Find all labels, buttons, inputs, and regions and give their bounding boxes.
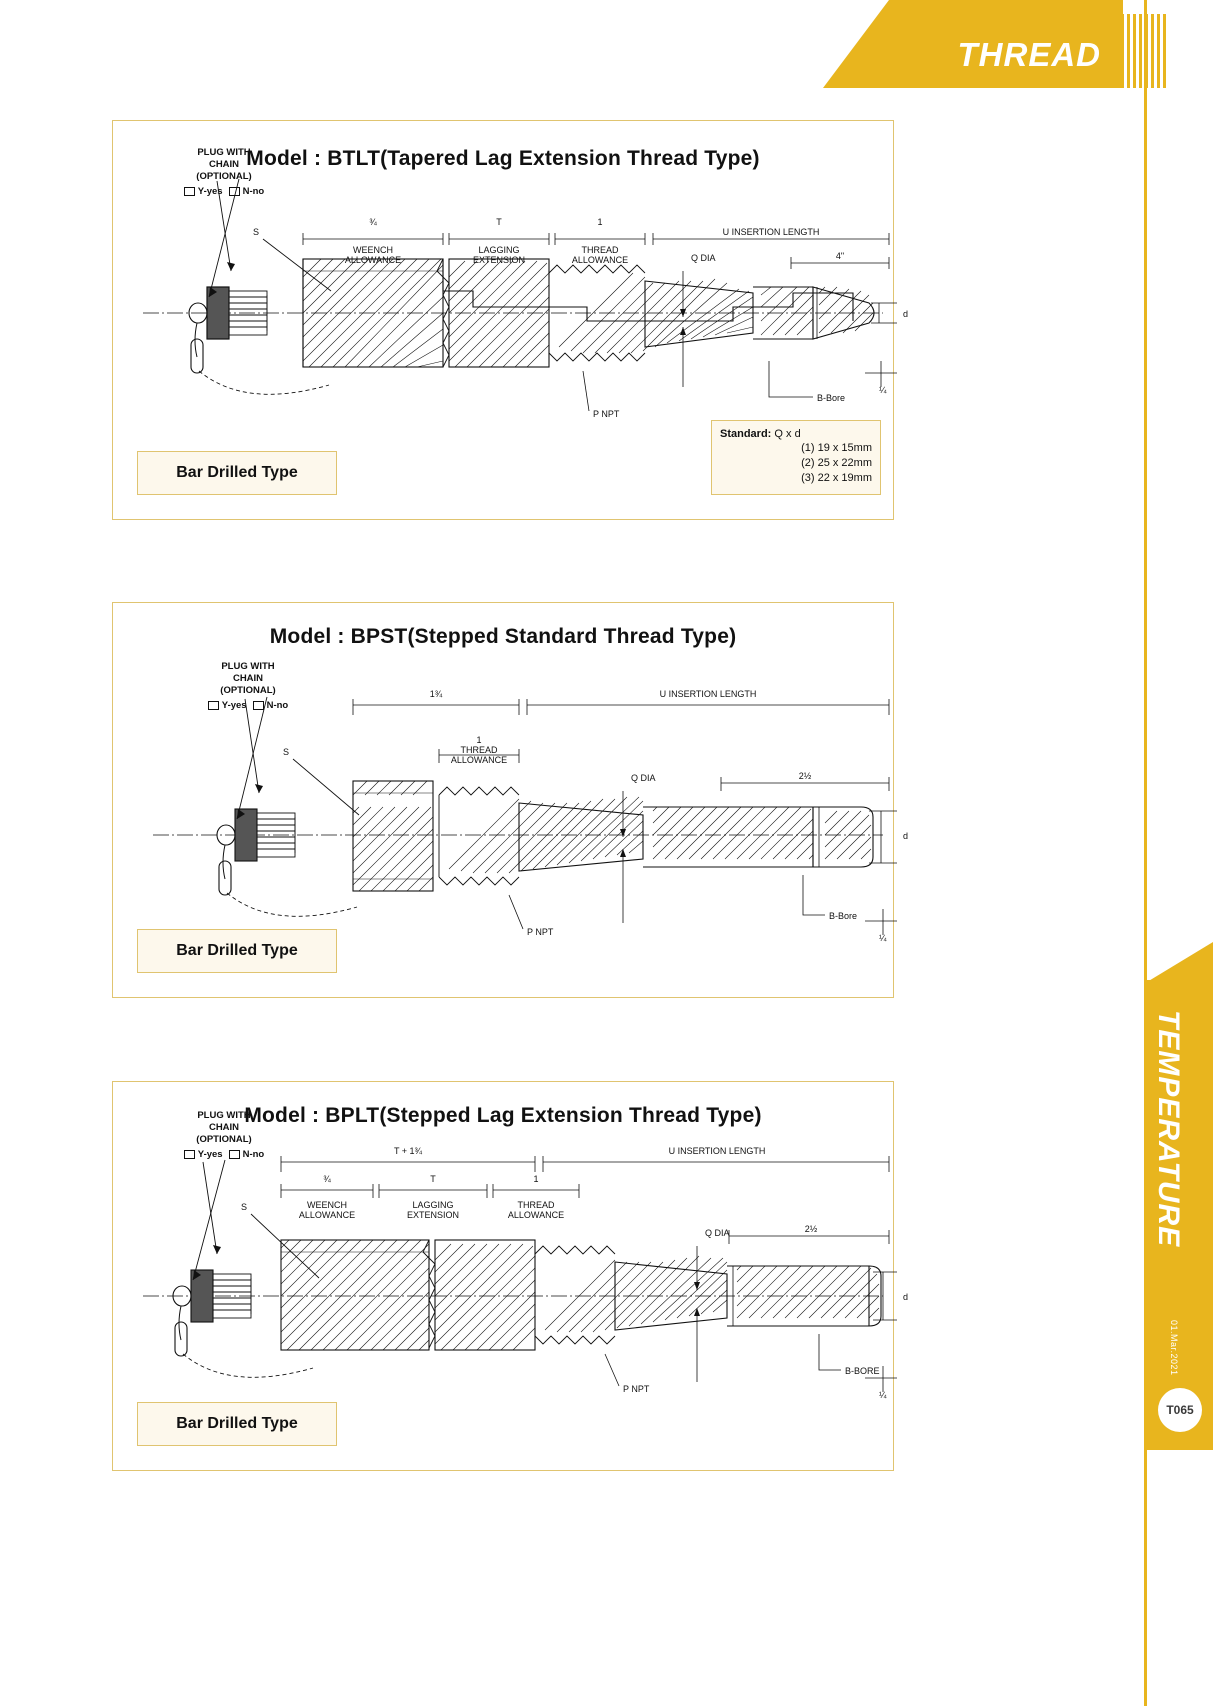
panel-title: Model : BPLT(Stepped Lag Extension Thread Type) bbox=[244, 1104, 762, 1127]
bar-drilled-type-box: Bar Drilled Type bbox=[137, 451, 337, 495]
dim-total-value: T + 1¾ bbox=[393, 1146, 423, 1156]
s-label: S bbox=[241, 1202, 248, 1212]
dim-insertion-length: U INSERTION LENGTH bbox=[659, 689, 757, 699]
plug-line-3: (OPTIONAL) bbox=[196, 1133, 252, 1145]
plug-line-3: (OPTIONAL) bbox=[220, 684, 276, 696]
bar-drilled-type-box: Bar Drilled Type bbox=[137, 929, 337, 973]
side-tab-label: TEMPERATURE bbox=[1152, 1010, 1185, 1248]
standard-box bbox=[711, 420, 881, 495]
panel-btlt bbox=[112, 120, 909, 520]
option-yes-label: Y-yes bbox=[221, 699, 247, 711]
dim-lag-line1: LAGGING bbox=[412, 1200, 454, 1210]
dim-lag-line2: EXTENSION bbox=[472, 255, 526, 265]
dim-wrench-line2: ALLOWANCE bbox=[344, 255, 402, 265]
p-npt-label: P NPT bbox=[527, 927, 554, 937]
standard-row-2: (2) 25 x 22mm bbox=[801, 457, 872, 470]
plug-line-2: CHAIN bbox=[208, 158, 240, 170]
dim-lag-line2: EXTENSION bbox=[406, 1210, 460, 1220]
q-dia-label: Q DIA bbox=[631, 773, 656, 783]
dim-total-value: 1¾ bbox=[429, 689, 443, 699]
dim-thread-line2: ALLOWANCE bbox=[507, 1210, 565, 1220]
dim-thread-value: 1 bbox=[476, 735, 482, 745]
dim-thread-value: 1 bbox=[597, 217, 603, 227]
standard-label: Standard: bbox=[720, 427, 772, 440]
d-label: d bbox=[903, 309, 909, 319]
panel-title: Model : BTLT(Tapered Lag Extension Thread Type) bbox=[246, 147, 760, 170]
header-banner bbox=[743, 0, 1213, 92]
s-label: S bbox=[283, 747, 290, 757]
dim-thread-line2: ALLOWANCE bbox=[450, 755, 508, 765]
dim-tip-length: 4" bbox=[835, 251, 845, 261]
plug-line-1: PLUG WITH bbox=[197, 1110, 251, 1121]
plug-line-1: PLUG WITH bbox=[197, 147, 251, 158]
p-npt-label: P NPT bbox=[593, 409, 620, 419]
panel-title: Model : BPST(Stepped Standard Thread Type) bbox=[269, 625, 737, 648]
option-no-label: N-no bbox=[266, 699, 289, 711]
plug-line-1: PLUG WITH bbox=[221, 661, 275, 672]
bar-drilled-type-box: Bar Drilled Type bbox=[137, 1402, 337, 1446]
side-tab-notch bbox=[1147, 942, 1213, 982]
q-dia-label: Q DIA bbox=[705, 1228, 730, 1238]
plug-line-3: (OPTIONAL) bbox=[196, 170, 252, 182]
s-label: S bbox=[253, 227, 260, 237]
quarter-label: ¼ bbox=[879, 385, 887, 395]
dim-wrench-line1: WEENCH bbox=[353, 245, 393, 255]
dim-wrench-line2: ALLOWANCE bbox=[298, 1210, 356, 1220]
dim-wrench-value: ¾ bbox=[369, 217, 377, 227]
side-tab-date: 01.Mar.2021 bbox=[1169, 1320, 1179, 1376]
quarter-label: ¼ bbox=[879, 933, 887, 943]
dim-thread-line2: ALLOWANCE bbox=[571, 255, 629, 265]
dim-thread-line1: THREAD bbox=[517, 1200, 555, 1210]
dim-insertion-length: U INSERTION LENGTH bbox=[668, 1146, 766, 1156]
b-bore-label: B-Bore bbox=[817, 393, 846, 403]
dim-wrench-line1: WEENCH bbox=[307, 1200, 347, 1210]
q-dia-label: Q DIA bbox=[691, 253, 716, 263]
option-yes-label: Y-yes bbox=[197, 1148, 223, 1160]
dim-tip-length: 2½ bbox=[798, 771, 812, 781]
standard-value: Q x d bbox=[774, 427, 801, 440]
dim-thread-value: 1 bbox=[533, 1174, 539, 1184]
option-yes-label: Y-yes bbox=[197, 185, 223, 197]
b-bore-label: B-BORE bbox=[845, 1366, 880, 1376]
option-no-label: N-no bbox=[242, 1148, 265, 1160]
option-no-label: N-no bbox=[242, 185, 265, 197]
right-rail bbox=[1144, 0, 1147, 1706]
p-npt-label: P NPT bbox=[623, 1384, 650, 1394]
d-label: d bbox=[903, 1292, 909, 1302]
dim-lag-value: T bbox=[496, 217, 502, 227]
standard-row-3: (3) 22 x 19mm bbox=[801, 472, 872, 485]
page-number-badge: T065 bbox=[1158, 1388, 1202, 1432]
dim-insertion-length: U INSERTION LENGTH bbox=[722, 227, 820, 237]
dim-wrench-value: ¾ bbox=[323, 1174, 331, 1184]
quarter-label: ¼ bbox=[879, 1390, 887, 1400]
dim-thread-line1: THREAD bbox=[581, 245, 619, 255]
d-label: d bbox=[903, 831, 909, 841]
panel-bpst bbox=[112, 602, 909, 998]
dim-tip-length: 2½ bbox=[804, 1224, 818, 1234]
standard-row-1: (1) 19 x 15mm bbox=[801, 442, 872, 455]
dim-lag-value: T bbox=[430, 1174, 436, 1184]
dim-thread-line1: THREAD bbox=[460, 745, 498, 755]
plug-line-2: CHAIN bbox=[208, 1121, 240, 1133]
header-title: THREAD bbox=[957, 36, 1101, 73]
dim-lag-line1: LAGGING bbox=[478, 245, 520, 255]
panel-bplt bbox=[112, 1081, 909, 1471]
b-bore-label: B-Bore bbox=[829, 911, 858, 921]
side-tab-temperature bbox=[1147, 980, 1213, 1450]
plug-line-2: CHAIN bbox=[232, 672, 264, 684]
